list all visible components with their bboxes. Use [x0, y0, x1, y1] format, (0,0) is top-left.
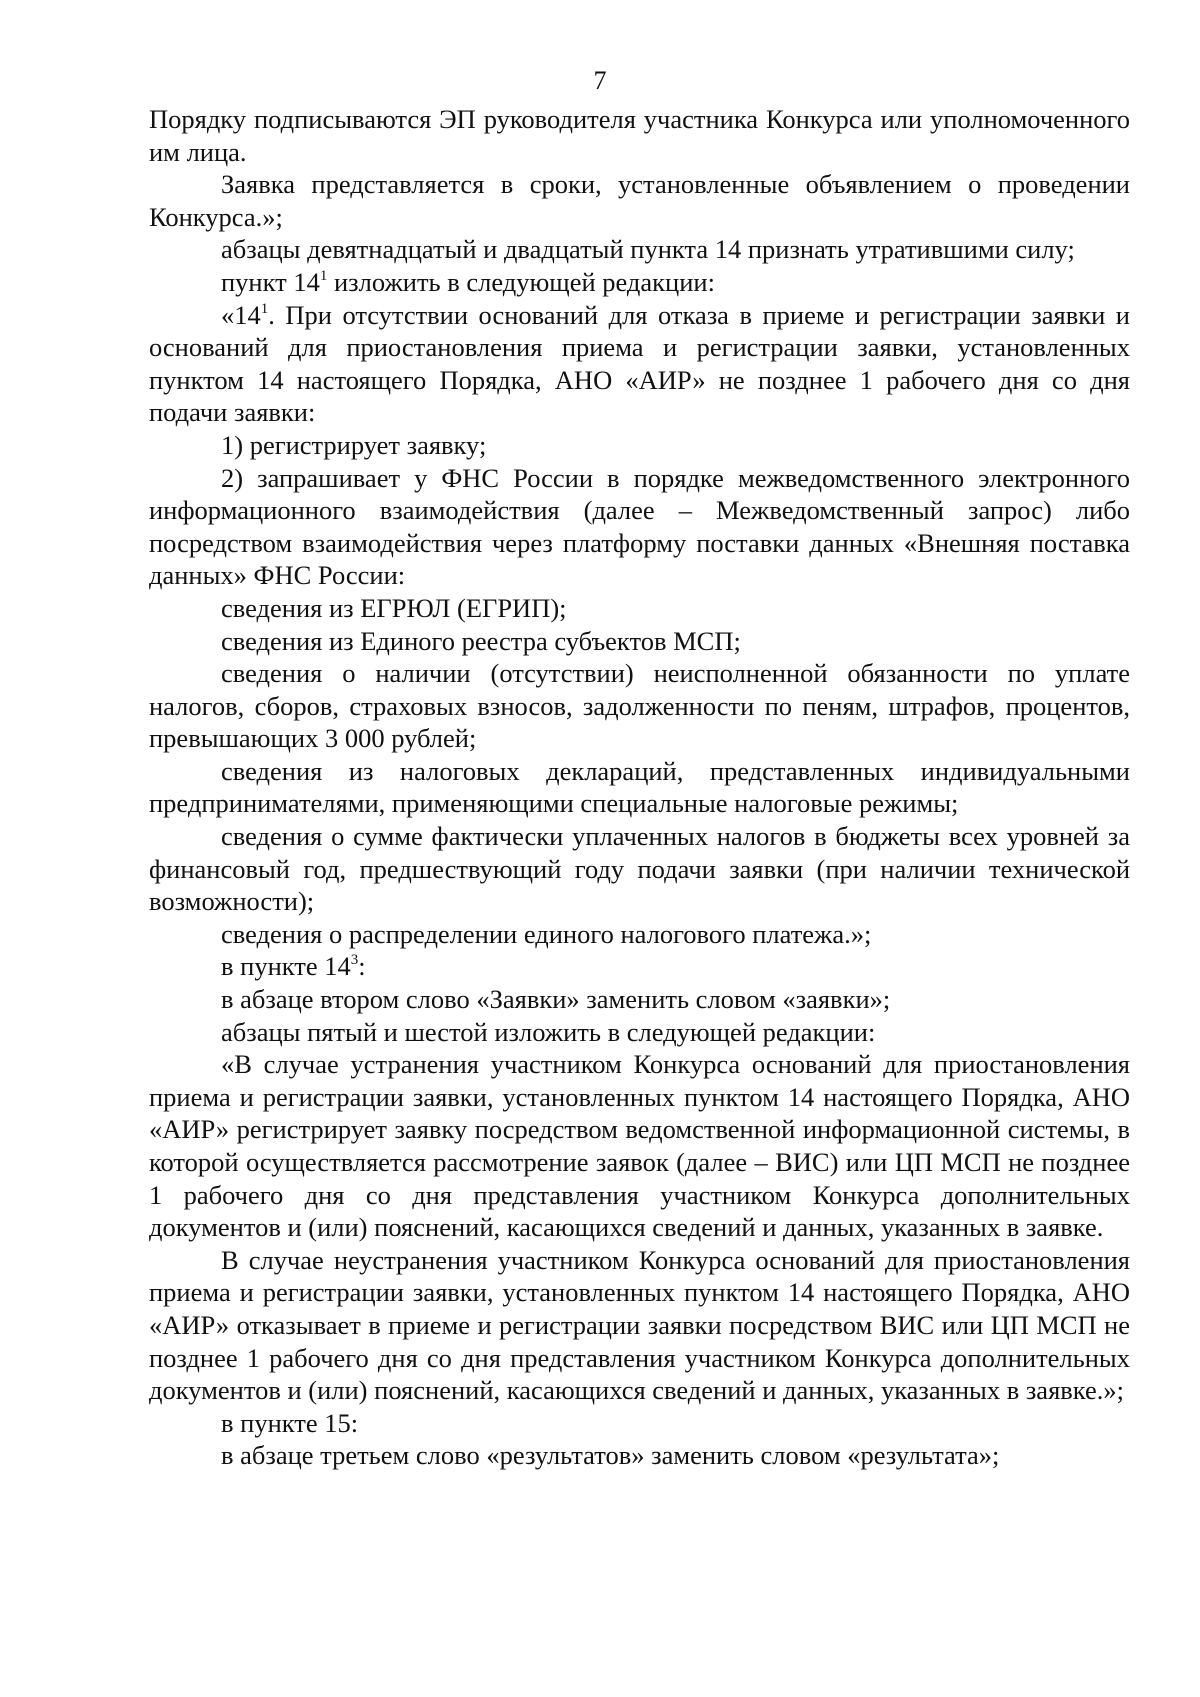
paragraph [149, 266, 1130, 299]
superscript: 1 [260, 300, 269, 317]
paragraph: в абзаце третьем слово «результатов» заменить словом «результата»; [221, 1440, 1000, 1471]
paragraph: Порядку подписываются ЭП руководителя участника Конкурса или уполномоченного им лица. [149, 104, 1130, 167]
paragraph: в абзаце втором слово «Заявки» заменить словом «заявки»; [221, 984, 891, 1015]
paragraph: сведения из ЕГРЮЛ (ЕГРИП); [221, 592, 567, 623]
paragraph: В случае неустранения участником Конкурса оснований для приостановления приема и регистрации заявки, установленных пунктом 14 настоящего Порядка, АНО «АИР» отказывает в приеме и регистрации заявки посредством ВИС или ЦП МСП не позднее 1 рабочего дня со дня представления участником Конкурса дополнительных документов и (или) пояснений, касающихся сведений и данных, указанных в заявке.»; [149, 1244, 1130, 1406]
paragraph-text: в пункте 14 [221, 951, 351, 982]
page-number: 7 [593, 66, 607, 95]
paragraph: сведения из налоговых деклараций, представленных индивидуальными предпринимателями, применяющими специальные налоговые режимы; [149, 755, 1130, 819]
paragraph: «В случае устранения участником Конкурса оснований для приостановления приема и регистрации заявки, установленных пунктом 14 настоящего Порядка, АНО «АИР» регистрирует заявку посредством ведомственной информационной системы, в которой осуществляется рассмотрение заявок (далее – ВИС) или ЦП МСП не позднее 1 рабочего дня со дня представления участником Конкурса дополнительных документов и (или) пояснений, касающихся сведений и данных, указанных в заявке. [149, 1049, 1130, 1243]
paragraph: сведения о распределении единого налогового платежа.»; [221, 918, 872, 949]
paragraph-text: : [358, 951, 366, 982]
document-body [149, 103, 1130, 1472]
superscript: 3 [350, 952, 359, 969]
paragraph: Заявка представляется в сроки, установленные объявлением о проведении Конкурса.»; [149, 169, 1130, 232]
paragraph: 1) регистрирует заявку; [221, 429, 487, 460]
paragraph-text: пункт 14 [221, 266, 320, 297]
paragraph: абзацы пятый и шестой изложить в следующей редакции: [221, 1016, 876, 1047]
paragraph: сведения из Единого реестра субъектов МСП; [221, 625, 741, 656]
paragraph: сведения о сумме фактически уплаченных налогов в бюджеты всех уровней за финансовый год, предшествующий году подачи заявки (при наличии технической возможности); [149, 821, 1130, 917]
paragraph: в пункте 15: [221, 1407, 359, 1438]
paragraph [149, 950, 1130, 983]
paragraph [149, 299, 1130, 429]
paragraph-text: изложить в следующей редакции: [327, 266, 715, 297]
paragraph-text: . При отсутствии оснований для отказа в приеме и регистрации заявки и оснований для приостановления приема и регистрации заявки, установленных пунктом 14 настоящего Порядка, АНО «АИР» не позднее 1 рабочего дня со дня подачи заявки: [149, 299, 1130, 428]
paragraph: 2) запрашивает у ФНС России в порядке межведомственного электронного информационного взаимодействия (далее – Межведомственный запрос) либо посредством взаимодействия через платформу поставки данных «Внешняя поставка данных» ФНС России: [149, 462, 1130, 591]
paragraph: абзацы девятнадцатый и двадцатый пункта 14 признать утратившими силу; [221, 234, 1075, 265]
paragraph-text: «14 [221, 299, 261, 330]
superscript: 1 [319, 267, 328, 284]
paragraph: сведения о наличии (отсутствии) неисполненной обязанности по уплате налогов, сборов, страховых взносов, задолженности по пеням, штрафов, процентов, превышающих 3 000 рублей; [149, 658, 1130, 754]
